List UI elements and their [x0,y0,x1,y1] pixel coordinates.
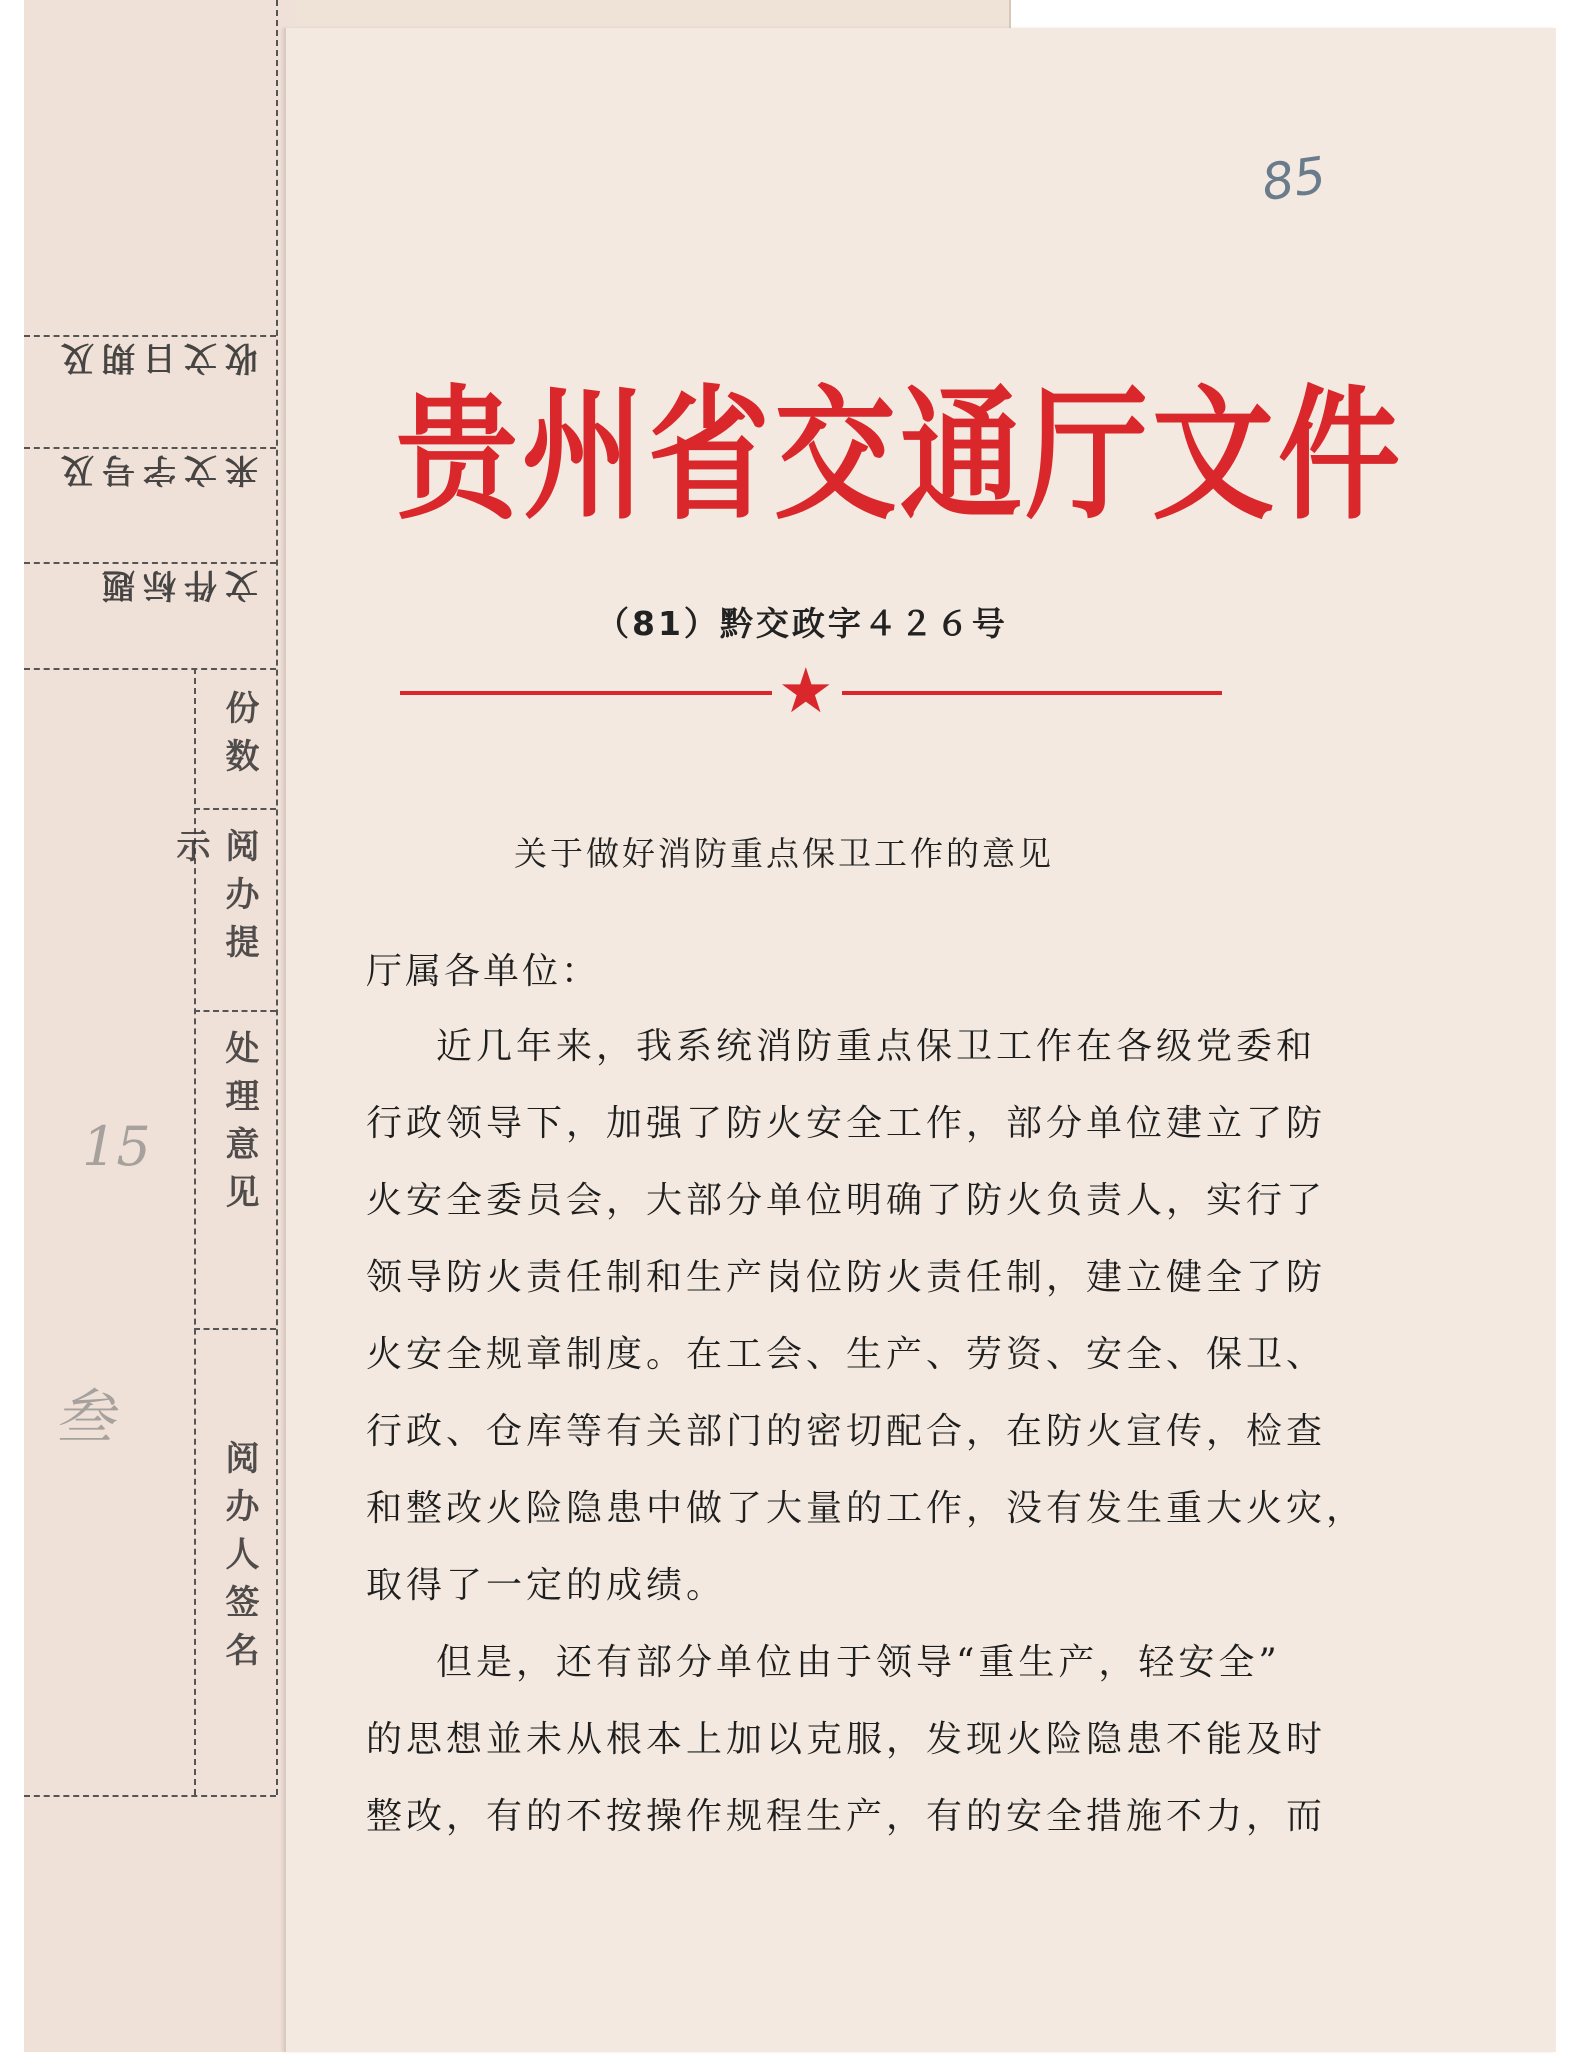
slip-cell-copies: 份数 [219,690,259,786]
document-number: （81）黔交政字４２６号 [596,604,1008,643]
star-icon: ★ [778,654,834,727]
slip-divider-b [194,1010,276,1012]
handwritten-page-number: 85 [1258,145,1330,213]
slip-cell-signature: 阅办人签名 [219,1440,259,1680]
handwritten-mark: 叁 [54,1383,114,1453]
slip-row-doc-title: 文件标题 [24,562,276,625]
slip-right-edge [276,0,278,1795]
body-line-2: 行政领导下，加强了防火安全工作，部分单位建立了防 [366,1103,1327,1144]
handwritten-number: 15 [82,1115,151,1178]
slip-divider-a [194,808,276,810]
slip-row-doc-number: 来文字号及 [24,447,276,510]
body-line-10: 的思想並未从根本上加以克服，发现火险隐患不能及时 [366,1719,1327,1760]
addressee: 厅属各单位： [366,951,601,992]
body-line-4: 领导防火责任制和生产岗位防火责任制，建立健全了防 [366,1257,1327,1298]
body-line-11: 整改，有的不按操作规程生产，有的安全措施不力，而 [366,1796,1327,1837]
body-line-7: 和整改火险隐患中做了大量的工作，没有发生重大火灾， [366,1488,1367,1529]
letterhead-title: 贵州省交通厅文件 [396,371,1404,540]
body-line-6: 行政、仓库等有关部门的密切配合，在防火宣传，检查 [366,1411,1327,1452]
body-line-8: 取得了一定的成绩。 [366,1565,727,1606]
letterhead-rule-left [400,691,772,695]
slip-cell-handling-opinion: 处理意见 [219,1030,259,1222]
slip-row-divider [24,668,276,670]
body-line-3: 火安全委员会，大部分单位明确了防火负责人，实行了 [366,1180,1327,1221]
slip-cell-reading-hint: 阅办提示 [170,828,259,972]
document-title: 关于做好消防重点保卫工作的意见 [514,834,1054,873]
slip-divider-c [194,1328,276,1330]
body-line-1: 近几年来，我系统消防重点保卫工作在各级党委和 [436,1026,1317,1067]
letterhead-rule-right [842,691,1222,695]
body-line-5: 火安全规章制度。在工会、生产、劳资、安全、保卫、 [366,1334,1327,1375]
body-line-9: 但是，还有部分单位由于领导“重生产，轻安全” [436,1642,1281,1683]
slip-row-bottom [24,1795,276,1797]
slip-row-received-date: 收文日期及 [24,335,276,398]
routing-slip [24,0,296,2052]
